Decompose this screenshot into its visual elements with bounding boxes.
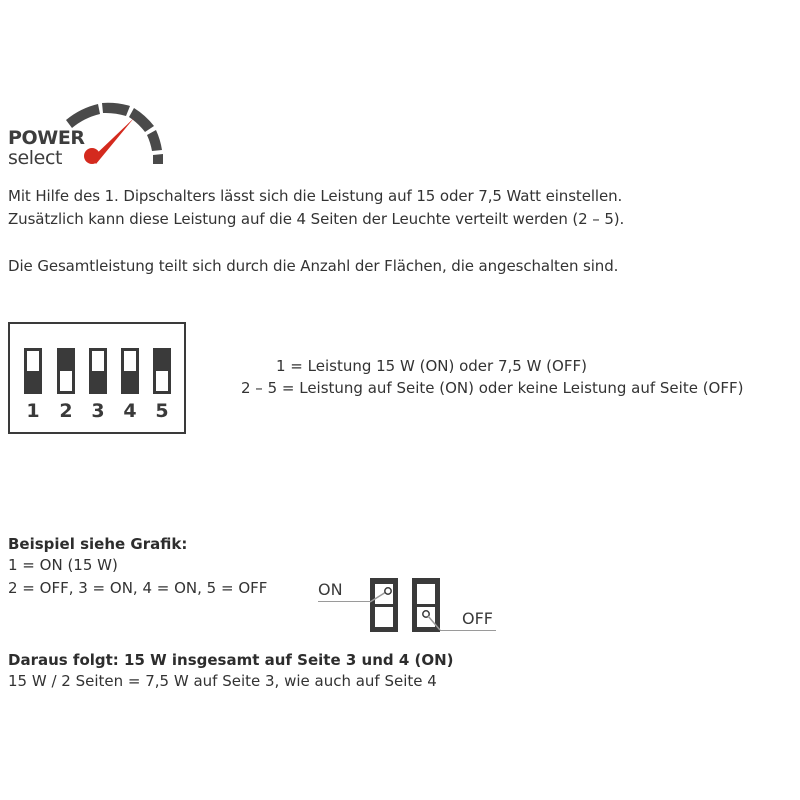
intro-line-1: Mit Hilfe des 1. Dipschalters lässt sich die Leistung auf 15 oder 7,5 Watt einstellen. bbox=[8, 187, 623, 205]
dip-switch-1 bbox=[24, 348, 42, 394]
gauge-segment bbox=[129, 108, 154, 132]
gauge-segment bbox=[153, 154, 163, 164]
dip-switch-number: 2 bbox=[59, 400, 73, 422]
dip-switch-5 bbox=[153, 348, 171, 394]
dip-switch-knob bbox=[124, 371, 136, 391]
gauge-segment bbox=[147, 130, 162, 151]
result-line: 15 W / 2 Seiten = 7,5 W auf Seite 3, wie auch auf Seite 4 bbox=[8, 672, 437, 690]
dip-legend-1: 1 = Leistung 15 W (ON) oder 7,5 W (OFF) bbox=[276, 357, 587, 375]
gauge-segment bbox=[102, 103, 130, 116]
dip-legend-2: 2 – 5 = Leistung auf Seite (ON) oder keine Leistung auf Seite (OFF) bbox=[241, 379, 744, 397]
dip-switch-knob bbox=[27, 371, 39, 391]
dip-switch-knob bbox=[92, 371, 104, 391]
logo-select-text: select bbox=[8, 147, 63, 169]
result-heading: Daraus folgt: 15 W insgesamt auf Seite 3 und 4 (ON) bbox=[8, 651, 454, 669]
on-label: ON bbox=[318, 580, 343, 599]
off-label: OFF bbox=[462, 609, 493, 628]
example-line-2: 2 = OFF, 3 = ON, 4 = ON, 5 = OFF bbox=[8, 579, 268, 597]
intro-line-3: Die Gesamtleistung teilt sich durch die Anzahl der Flächen, die angeschalten sind. bbox=[8, 257, 619, 275]
on-pointer-icon bbox=[368, 578, 404, 614]
gauge-segment bbox=[66, 104, 100, 128]
dip-switch-3 bbox=[89, 348, 107, 394]
dip-switch-knob bbox=[60, 351, 72, 371]
gauge-needle bbox=[84, 118, 134, 164]
dip-switch-number: 1 bbox=[26, 400, 40, 422]
off-pointer-icon bbox=[412, 600, 462, 634]
off-leader-line bbox=[440, 630, 496, 631]
dip-switch-number: 4 bbox=[123, 400, 137, 422]
dip-switch-number: 5 bbox=[155, 400, 169, 422]
logo-power-text: POWER bbox=[8, 127, 85, 149]
dip-switch-2 bbox=[57, 348, 75, 394]
dip-switch-knob bbox=[156, 351, 168, 371]
example-heading: Beispiel siehe Grafik: bbox=[8, 535, 188, 553]
intro-line-2: Zusätzlich kann diese Leistung auf die 4 Seiten der Leuchte verteilt werden (2 – 5). bbox=[8, 210, 625, 228]
dip-switch-4 bbox=[121, 348, 139, 394]
dip-switch-number: 3 bbox=[91, 400, 105, 422]
example-line-1: 1 = ON (15 W) bbox=[8, 556, 118, 574]
